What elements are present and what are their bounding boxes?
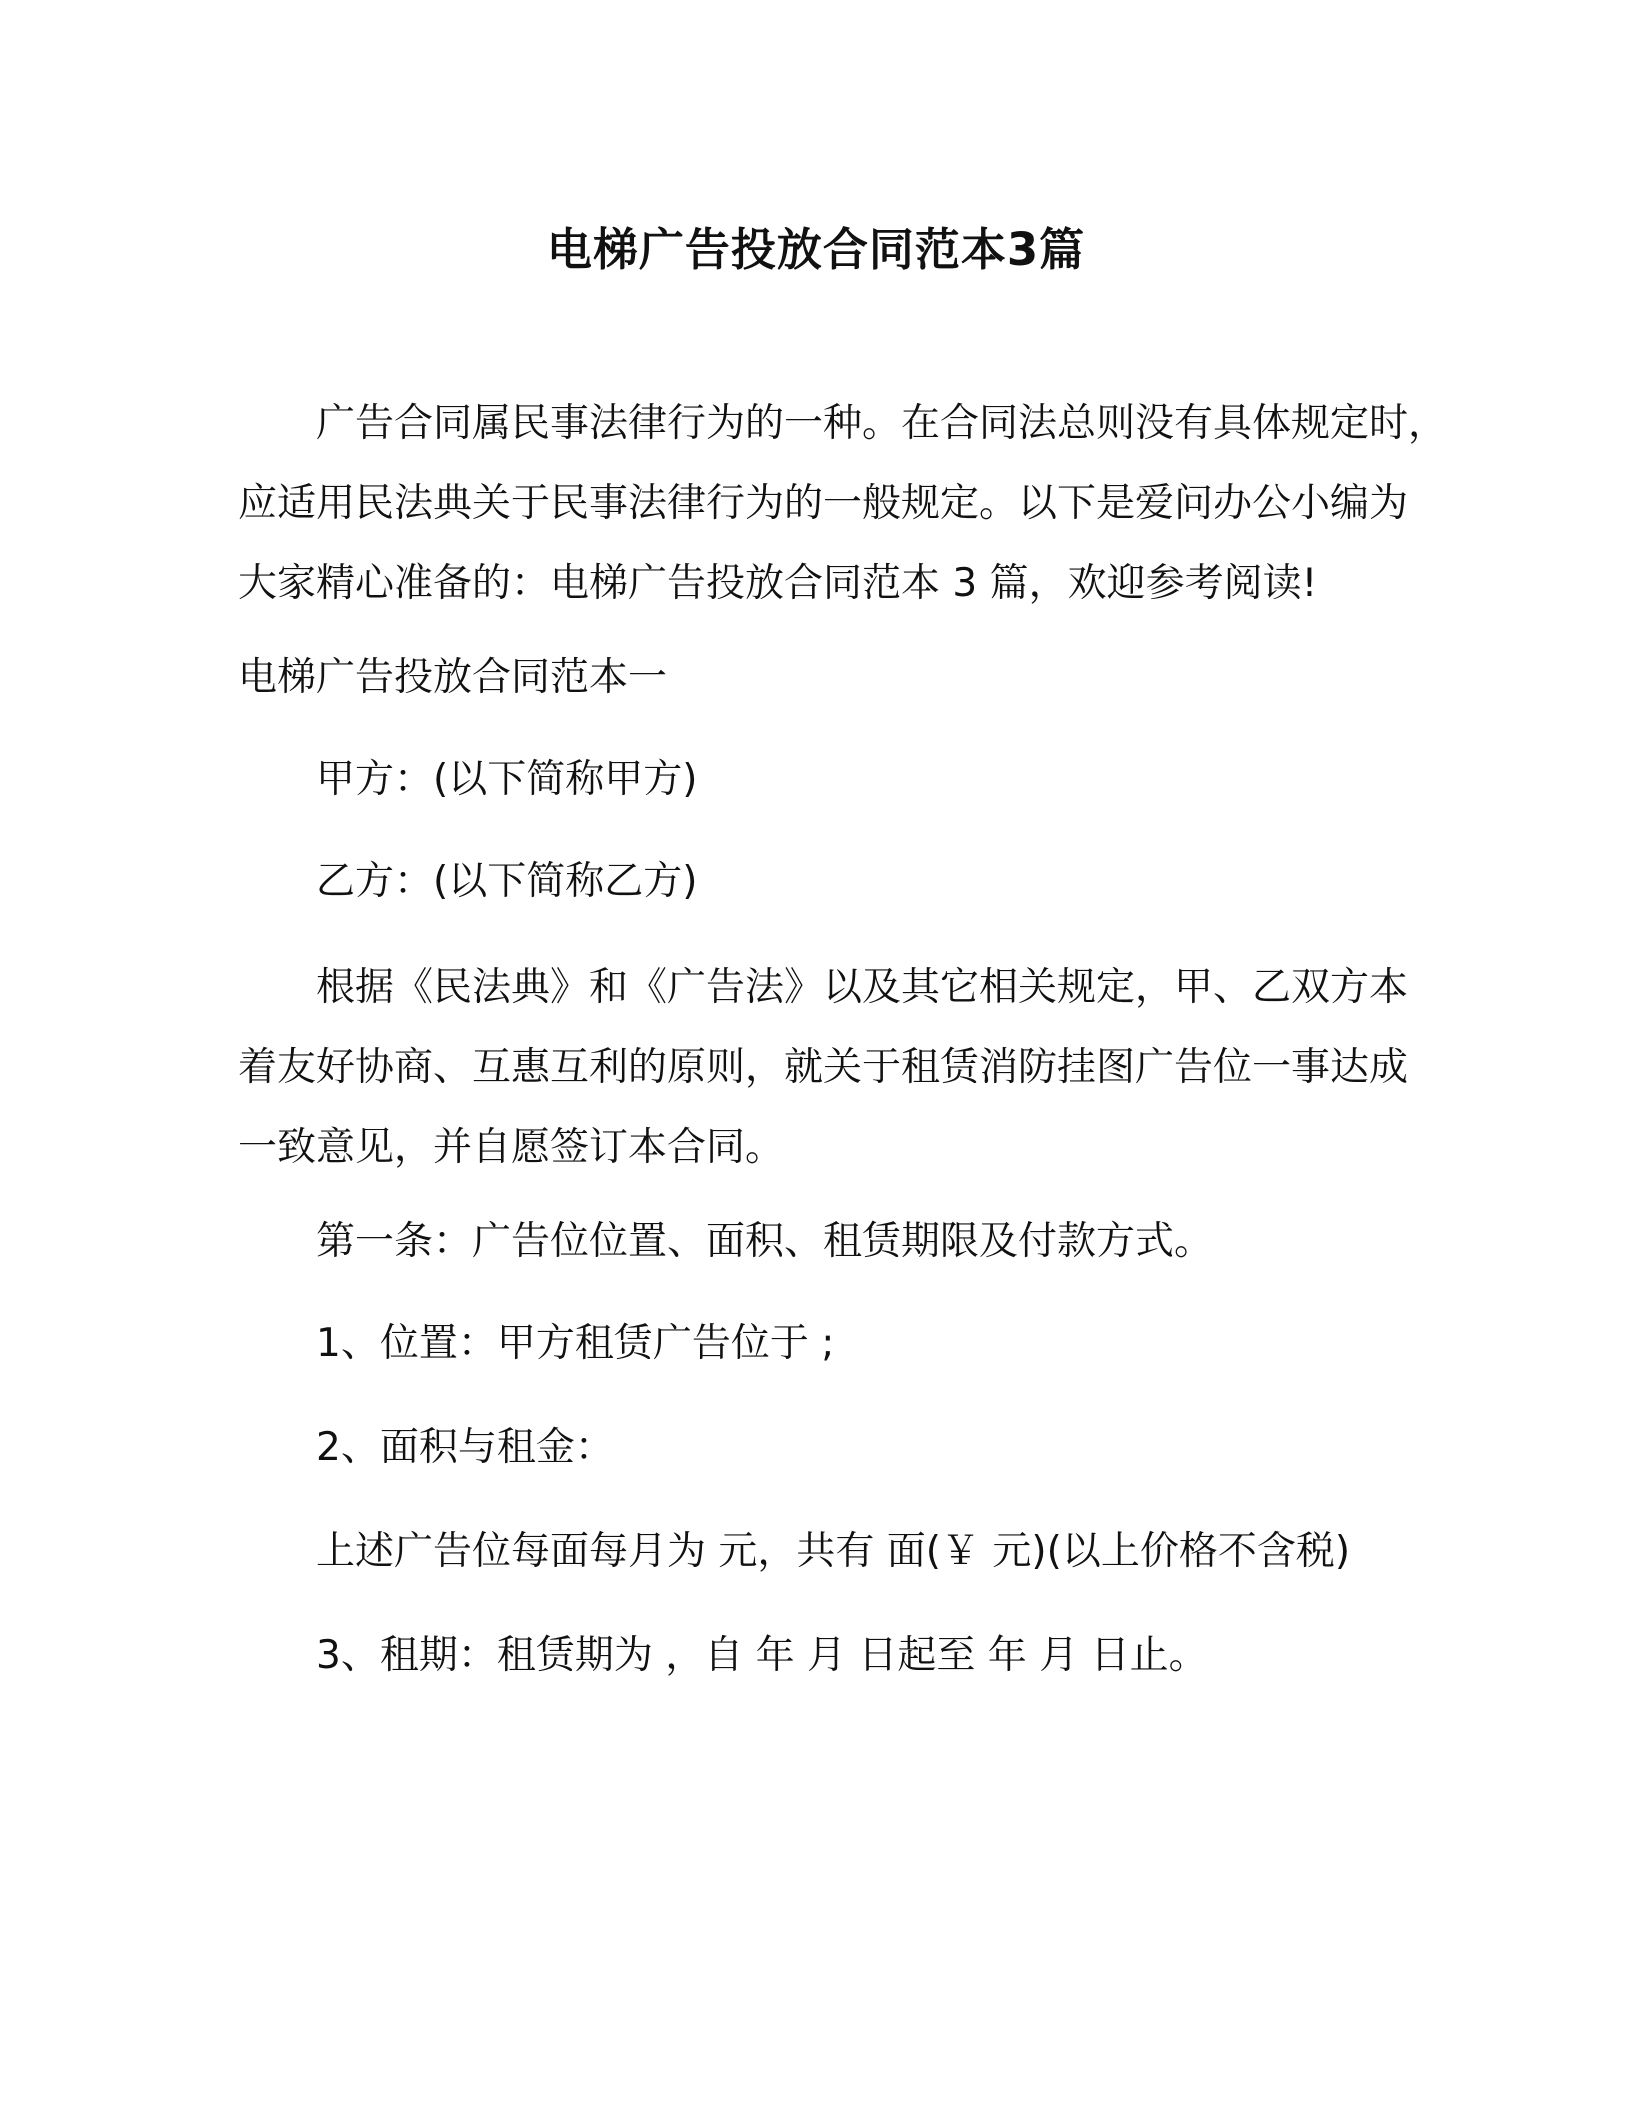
basis-line: 一致意见，并自愿签订本合同。 [238, 1125, 785, 1170]
basis-paragraph [238, 948, 1408, 1188]
item-2 [238, 1408, 1408, 1488]
intro-paragraph [238, 384, 1448, 624]
item-1-text: 1、位置：甲方租赁广告位于 ; [316, 1321, 835, 1366]
intro-line: 大家精心准备的：电梯广告投放合同范本 3 篇，欢迎参考阅读! [238, 561, 1318, 606]
party-b-text: 乙方：(以下简称乙方) [316, 859, 698, 904]
basis-line: 着友好协商、互惠互利的原则，就关于租赁消防挂图广告位一事达成 [238, 1045, 1409, 1090]
section-heading [238, 638, 1408, 718]
intro-line: 应适用民法典关于民事法律行为的一般规定。以下是爱问办公小编为 [238, 481, 1409, 526]
party-a-line [238, 740, 1408, 820]
item-2-text: 2、面积与租金： [316, 1425, 614, 1470]
item-3 [238, 1616, 1408, 1696]
item-1 [238, 1304, 1408, 1384]
basis-line: 根据《民法典》和《广告法》以及其它相关规定，甲、乙双方本 [316, 965, 1409, 1010]
item-3-text: 3、租期：租赁期为 ，自 年 月 日起至 年 月 日止。 [316, 1633, 1208, 1678]
article-one [238, 1202, 1408, 1282]
document-title: 电梯广告投放合同范本3篇 [546, 223, 1086, 276]
article-one-text: 第一条：广告位位置、面积、租赁期限及付款方式。 [316, 1219, 1214, 1264]
party-a-text: 甲方：(以下简称甲方) [316, 757, 698, 802]
section-heading-text: 电梯广告投放合同范本一 [238, 655, 668, 700]
party-b-line [238, 842, 1408, 922]
intro-line: 广告合同属民事法律行为的一种。在合同法总则没有具体规定时， [316, 401, 1448, 446]
rent-line-text: 上述广告位每面每月为 元，共有 面(￥ 元)(以上价格不含税) [316, 1529, 1351, 1574]
rent-line [238, 1512, 1408, 1592]
